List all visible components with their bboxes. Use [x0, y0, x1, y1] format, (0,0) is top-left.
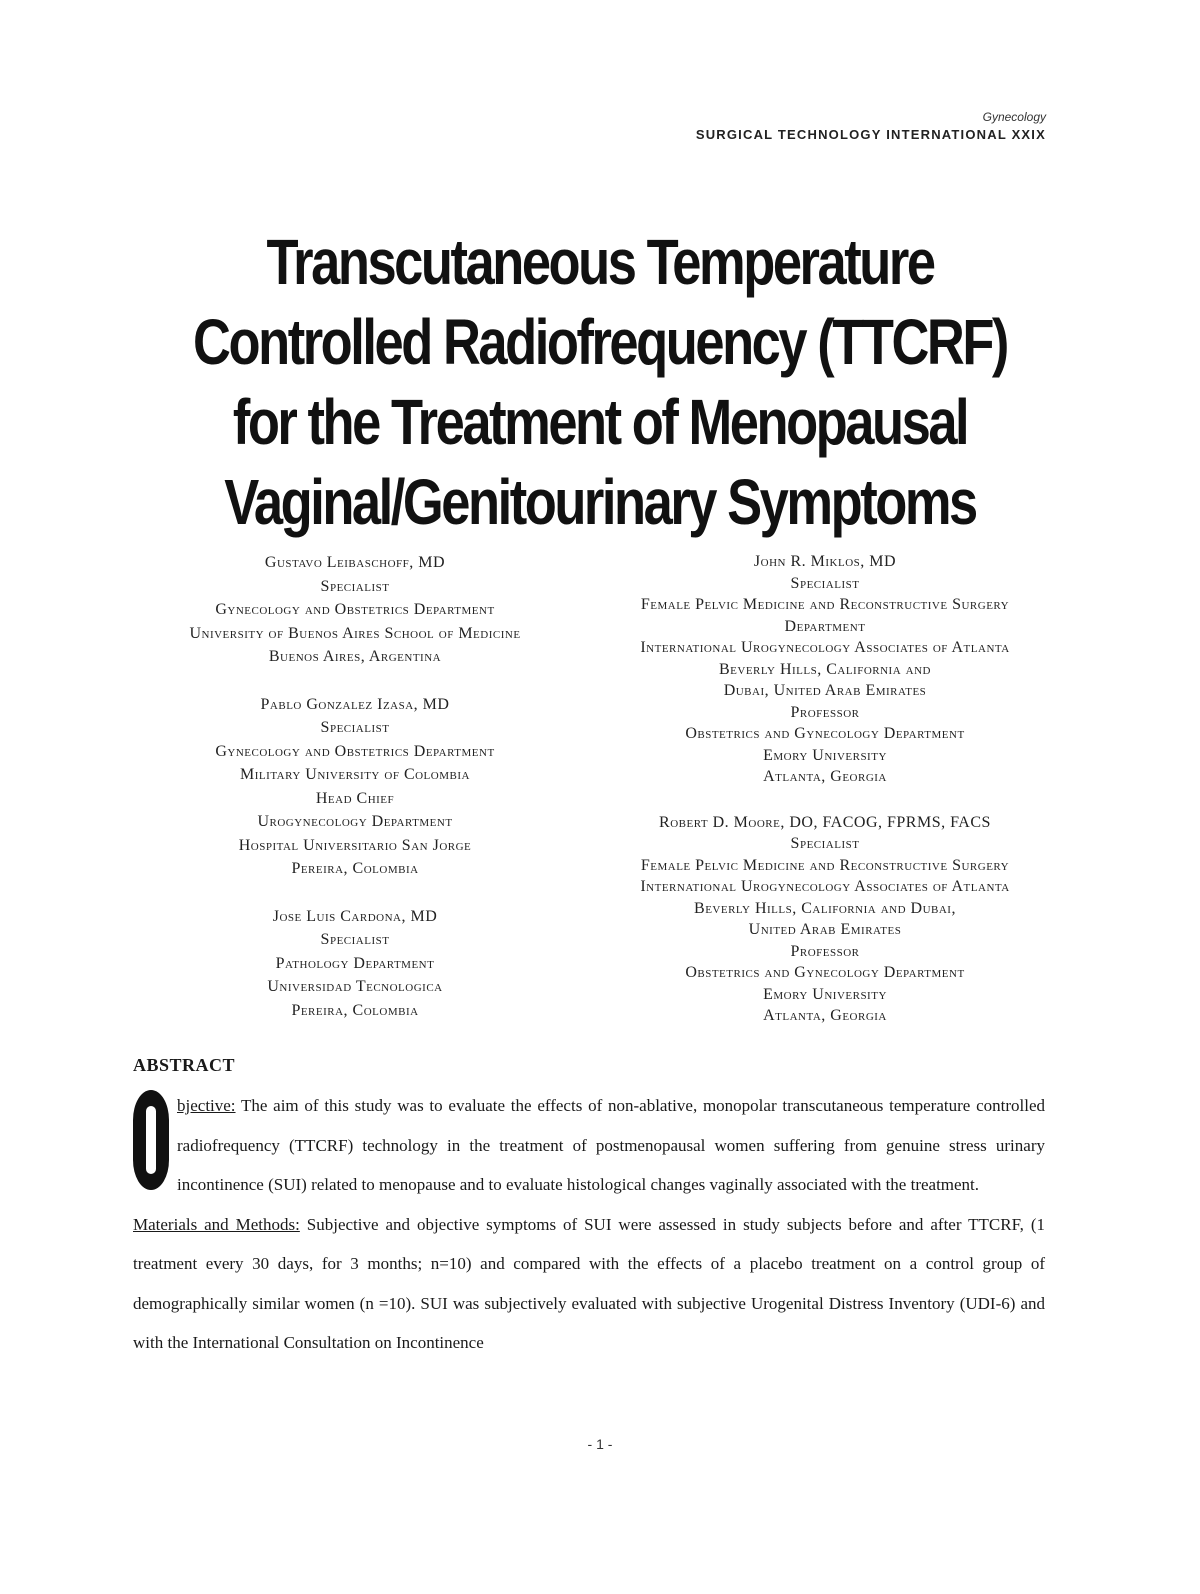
author-name: John R. Miklos, MD	[753, 553, 897, 570]
author-block	[590, 551, 1060, 788]
journal-name: SURGICAL TECHNOLOGY INTERNATIONAL XXIX	[695, 127, 1046, 142]
author-affiliation-line: Beverly Hills, California and Dubai,	[694, 899, 956, 917]
abstract-heading: ABSTRACT	[133, 1055, 236, 1075]
author-affiliation-line: Gynecology and Obstetrics Department	[215, 601, 495, 618]
author-affiliation-line: Female Pelvic Medicine and Reconstructive Surgery	[640, 596, 1010, 613]
title-line: Transcutaneous Temperature	[266, 226, 934, 298]
author-affiliation-line: Specialist	[320, 719, 390, 736]
authors-left-column	[140, 551, 570, 1046]
author-affiliation-line: Pereira, Colombia	[291, 860, 419, 877]
author-affiliation-line: Gynecology and Obstetrics Department	[215, 742, 495, 760]
author-name: Gustavo Leibaschoff, MD	[264, 554, 446, 571]
author-affiliation-line: Dubai, United Arab Emirates	[723, 682, 927, 699]
objective-label: bjective:	[177, 1096, 236, 1115]
author-affiliation-line: Universidad Tecnologica	[267, 978, 443, 995]
author-affiliation-line: Professor	[790, 942, 860, 960]
methods-label: Materials and Methods:	[133, 1214, 300, 1234]
author-affiliation-line: International Urogynecology Associates of Atlanta	[640, 639, 1010, 656]
author-block	[140, 905, 570, 1023]
author-affiliation-line: Specialist	[320, 577, 390, 595]
author-affiliation-line: Female Pelvic Medicine and Reconstructive Surgery	[640, 856, 1010, 874]
title-line: Vaginal/Genitourinary Symptoms	[224, 466, 976, 538]
author-name: Pablo Gonzalez Izasa, MD	[260, 695, 450, 713]
author-affiliation-line: Beverly Hills, California and	[718, 660, 931, 678]
author-affiliation-line: Specialist	[790, 835, 860, 852]
author-affiliation-line: Military University of Colombia	[240, 766, 470, 783]
author-affiliation-line: Buenos Aires, Argentina	[268, 648, 442, 665]
section-label: Gynecology	[982, 110, 1046, 124]
abstract-objective-paragraph	[133, 1086, 1045, 1205]
author-affiliation-line: Pathology Department	[275, 954, 435, 972]
author-affiliation-line: Hospital Universitario San Jorge	[238, 836, 472, 854]
author-affiliation-line: Department	[784, 617, 866, 635]
author-affiliation-line: Urogynecology Department	[257, 813, 453, 830]
author-affiliation-line: Atlanta, Georgia	[763, 768, 887, 785]
author-affiliation-line: University of Buenos Aires School of Medicine	[189, 624, 521, 642]
author-name: Jose Luis Cardona, MD	[272, 907, 438, 925]
author-affiliation-line: Emory University	[763, 746, 887, 764]
author-affiliation-line: Atlanta, Georgia	[763, 1007, 887, 1024]
running-head	[696, 108, 1046, 144]
methods-text: Subjective and objective symptoms of SUI were assessed in study subjects before and after TTCRF, (1 treatment every 30 days, for 3 months; n=10) and compared with the effects of a placebo treatment on a control group of demographically similar women (n =10). SUI was subjectively evaluated with subjective Urogenital Distress Inventory (UDI-6) and with the International Consultation on Incontinence	[133, 1214, 1046, 1352]
article-title	[190, 222, 1010, 542]
author-affiliation-line: Specialist	[320, 931, 390, 948]
title-line: for the Treatment of Menopausal	[232, 386, 968, 458]
drop-cap	[133, 1090, 169, 1190]
author-name: Robert D. Moore, DO, FACOG, FPRMS, FACS	[659, 813, 991, 831]
title-line: Controlled Radiofrequency (TTCRF)	[193, 306, 1007, 378]
author-affiliation-line: Specialist	[790, 574, 860, 592]
author-affiliation-line: Obstetrics and Gynecology Department	[685, 725, 965, 742]
author-affiliation-line: United Arab Emirates	[748, 921, 902, 938]
author-affiliation-line: International Urogynecology Associates of Atlanta	[640, 878, 1010, 895]
author-affiliation-line: Emory University	[763, 985, 887, 1003]
author-affiliation-line: Head Chief	[315, 789, 395, 807]
author-block	[140, 693, 570, 881]
abstract-methods-paragraph	[133, 1205, 1045, 1363]
objective-text: The aim of this study was to evaluate the effects of non-ablative, monopolar transcutaneous temperature controlled radiofrequency (TTCRF) technology in the treatment of postmenopausal women suffering from genuine stress urinary incontinence (SUI) related to menopause and to evaluate histological changes vaginally associated with the treatment.	[177, 1096, 1045, 1194]
author-affiliation-line: Pereira, Colombia	[291, 1001, 419, 1019]
page-number: - 1 -	[587, 1436, 613, 1452]
abstract-section	[133, 1052, 1045, 1363]
author-affiliation-line: Obstetrics and Gynecology Department	[685, 964, 965, 981]
author-block	[140, 551, 570, 669]
authors-right-column	[590, 551, 1060, 1051]
author-affiliation-line: Professor	[790, 703, 860, 721]
author-block	[590, 812, 1060, 1027]
